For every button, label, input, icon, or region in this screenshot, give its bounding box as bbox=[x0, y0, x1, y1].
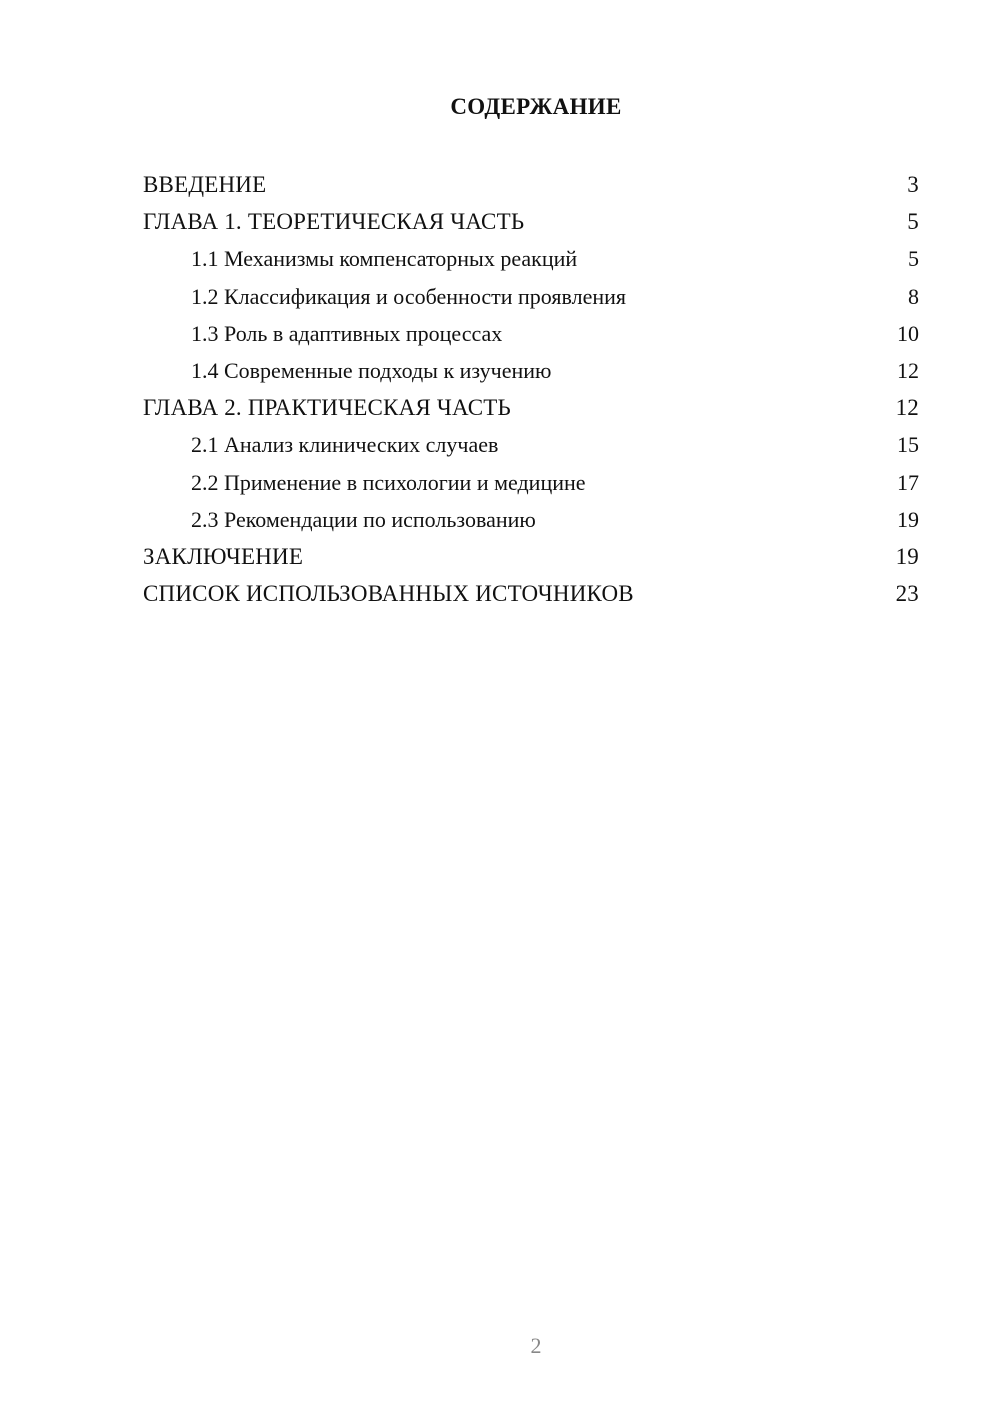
toc-entry-label: ГЛАВА 1. ТЕОРЕТИЧЕСКАЯ ЧАСТЬ bbox=[143, 209, 525, 235]
toc-entry-label: 2.2 Применение в психологии и медицине bbox=[191, 469, 586, 495]
toc-entry-label: 1.2 Классификация и особенности проявления bbox=[191, 283, 627, 309]
toc-entry-page: 8 bbox=[908, 283, 919, 309]
toc-entry-page: 5 bbox=[908, 246, 919, 272]
toc-entry-page: 17 bbox=[897, 469, 919, 495]
toc-entry-section-2-1[interactable] bbox=[143, 426, 919, 463]
toc-entry-section-1-3[interactable] bbox=[143, 315, 919, 352]
toc-entry-page: 19 bbox=[897, 506, 919, 532]
toc-entry-label: СПИСОК ИСПОЛЬЗОВАННЫХ ИСТОЧНИКОВ bbox=[143, 581, 634, 607]
toc-entry-chapter-1[interactable] bbox=[143, 203, 919, 240]
toc-entry-page: 3 bbox=[907, 172, 919, 197]
toc-entry-label: ЗАКЛЮЧЕНИЕ bbox=[143, 543, 304, 569]
toc-entry-section-1-4[interactable] bbox=[143, 352, 919, 389]
toc-entry-conclusion[interactable] bbox=[143, 538, 919, 575]
toc-entry-label: ВВЕДЕНИЕ bbox=[143, 172, 267, 197]
page-number: 2 bbox=[530, 1333, 542, 1358]
toc-entry-label: 1.3 Роль в адаптивных процессах bbox=[191, 320, 503, 346]
toc-entry-label: ГЛАВА 2. ПРАКТИЧЕСКАЯ ЧАСТЬ bbox=[143, 395, 511, 421]
toc-entry-page: 10 bbox=[897, 320, 919, 346]
toc-entry-section-2-3[interactable] bbox=[143, 501, 919, 538]
toc-entry-section-1-1[interactable] bbox=[143, 240, 919, 277]
toc-entry-label: 1.1 Механизмы компенсаторных реакций bbox=[191, 246, 578, 272]
page-title: СОДЕРЖАНИЕ bbox=[450, 94, 622, 119]
toc-entry-introduction[interactable] bbox=[143, 166, 919, 203]
toc-entry-page: 12 bbox=[897, 357, 919, 383]
toc-entry-section-1-2[interactable] bbox=[143, 278, 919, 315]
toc-entry-page: 23 bbox=[895, 581, 919, 607]
toc-entry-references[interactable] bbox=[143, 575, 919, 612]
toc-entry-label: 1.4 Современные подходы к изучению bbox=[191, 357, 552, 383]
toc-entry-page: 12 bbox=[895, 395, 919, 421]
toc-entry-chapter-2[interactable] bbox=[143, 389, 919, 426]
toc-entry-page: 19 bbox=[895, 543, 919, 569]
toc-entry-page: 5 bbox=[907, 209, 919, 235]
toc-entry-label: 2.1 Анализ клинических случаев bbox=[191, 432, 499, 458]
toc-entry-page: 15 bbox=[897, 432, 919, 458]
table-of-contents bbox=[143, 166, 919, 612]
toc-entry-section-2-2[interactable] bbox=[143, 464, 919, 501]
toc-entry-label: 2.3 Рекомендации по использованию bbox=[191, 506, 536, 532]
